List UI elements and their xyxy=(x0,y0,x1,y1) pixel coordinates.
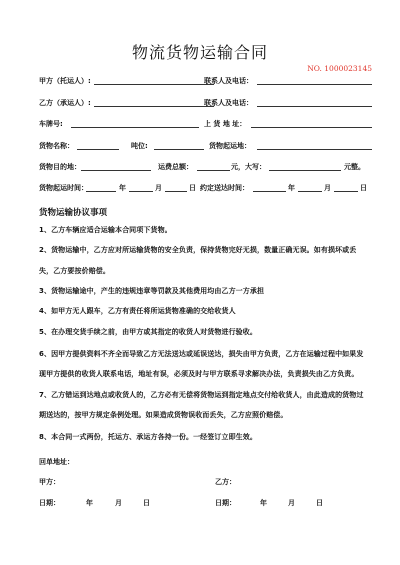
party-a-month-label: 月 xyxy=(115,499,122,507)
address-field[interactable] xyxy=(251,119,372,128)
party-b-year-label: 年 xyxy=(260,499,267,507)
contact-b-field[interactable] xyxy=(257,98,372,107)
contact-a-label: 联系人及电话： xyxy=(204,77,253,85)
total-freight-label: 运费总额： xyxy=(158,163,193,171)
clause-5: 5、在办理交货手续之前，由甲方或其指定的收货人对货物进行验收。 xyxy=(39,328,257,336)
deadline-day-field[interactable] xyxy=(334,183,358,192)
yuan-whole-label: 元整。 xyxy=(344,163,365,171)
destination-label: 货物目的地： xyxy=(39,163,81,171)
deadline-label: 约定送达时间： xyxy=(200,184,249,192)
ship-year-field[interactable] xyxy=(86,183,116,192)
yuan-label: 元，大写： xyxy=(231,163,266,171)
contact-a-field[interactable] xyxy=(257,76,372,85)
goods-name-field[interactable] xyxy=(77,141,119,150)
clause-2: 2、货物运输中，乙方应对所运输货物的安全负责，保持货物完好无损，数量正确无误。如有损坏或丢 xyxy=(39,246,357,254)
deadline-year-field[interactable] xyxy=(253,183,286,192)
clause-8: 8、本合同一式两份，托运方、承运方各持一份。一经签订立即生效。 xyxy=(39,433,257,441)
party-a-year-label: 年 xyxy=(86,499,93,507)
deadline-day-label: 日 xyxy=(360,184,367,192)
origin-field[interactable] xyxy=(257,141,372,150)
clause-4: 4、如甲方无人跟车，乙方有责任将所运货物准确的交给收货人 xyxy=(39,307,236,315)
deadline-month-label: 月 xyxy=(324,184,331,192)
party-a-day-label: 日 xyxy=(143,499,150,507)
ship-year-label: 年 xyxy=(119,184,126,192)
party-b-label: 乙方（承运人）: xyxy=(39,99,91,107)
destination-field[interactable] xyxy=(81,162,151,171)
origin-label: 货物起运地： xyxy=(209,142,251,150)
section-title: 货物运输协议事项 xyxy=(39,208,108,218)
clause-7: 7、乙方错运到达地点或收货人的，乙方必有无偿将货物运到指定地点交付给收货人，由此造成的货物过 xyxy=(39,391,364,399)
party-a-date-label: 日期： xyxy=(39,499,60,507)
tonnage-field[interactable] xyxy=(154,141,204,150)
ship-time-label: 货物起运时间： xyxy=(39,184,88,192)
deadline-year-label: 年 xyxy=(288,184,295,192)
clause-6-cont: 现甲方提供的收货人联系电话，地址有误，必须及时与甲方联系寻求解决办法，负责损失由乙方负责。 xyxy=(39,370,359,378)
clause-6: 6、因甲方提供资料不齐全而导致乙方无法送达或延误送达，损失由甲方负责，乙方在运输过程中如果发 xyxy=(39,350,364,358)
clause-1: 1、乙方车辆应适合运输本合同项下货物。 xyxy=(39,226,172,234)
amount-words-field[interactable] xyxy=(269,162,341,171)
ship-day-label: 日 xyxy=(189,184,196,192)
deadline-month-field[interactable] xyxy=(298,183,322,192)
party-b-day-label: 日 xyxy=(316,499,323,507)
party-b-date-label: 日期： xyxy=(215,499,236,507)
contact-b-label: 联系人及电话： xyxy=(204,99,253,107)
return-address: 回单地址： xyxy=(39,458,74,466)
ship-month-label: 月 xyxy=(155,184,162,192)
plate-label: 车牌号: xyxy=(39,120,63,128)
clause-3: 3、货物运输途中，产生的违规违章等罚款及其他费用均由乙方一方承担 xyxy=(39,287,265,295)
party-a-label: 甲方（托运人）: xyxy=(39,77,91,85)
document-number: NO. 1000023145 xyxy=(307,64,372,73)
address-label: 上 货 地 址： xyxy=(204,120,247,128)
plate-field[interactable] xyxy=(71,119,199,128)
clause-7-cont: 期送达的，按甲方规定条例处理。如果造成货物误收而丢失，乙方应照价赔偿。 xyxy=(39,411,288,419)
goods-name-label: 货物名称： xyxy=(39,142,74,150)
clause-2-cont: 失，乙方要按价赔偿。 xyxy=(39,267,110,275)
party-b-field[interactable] xyxy=(94,98,214,107)
ship-month-field[interactable] xyxy=(129,183,153,192)
party-b-signature-label: 乙方： xyxy=(215,478,236,486)
ship-day-field[interactable] xyxy=(165,183,187,192)
party-a-field[interactable] xyxy=(94,76,214,85)
tonnage-label: 吨位: xyxy=(131,142,148,150)
page-title: 物流货物运输合同 xyxy=(131,43,268,62)
total-freight-field[interactable] xyxy=(197,162,230,171)
party-b-month-label: 月 xyxy=(288,499,295,507)
party-a-signature-label: 甲方： xyxy=(39,478,60,486)
